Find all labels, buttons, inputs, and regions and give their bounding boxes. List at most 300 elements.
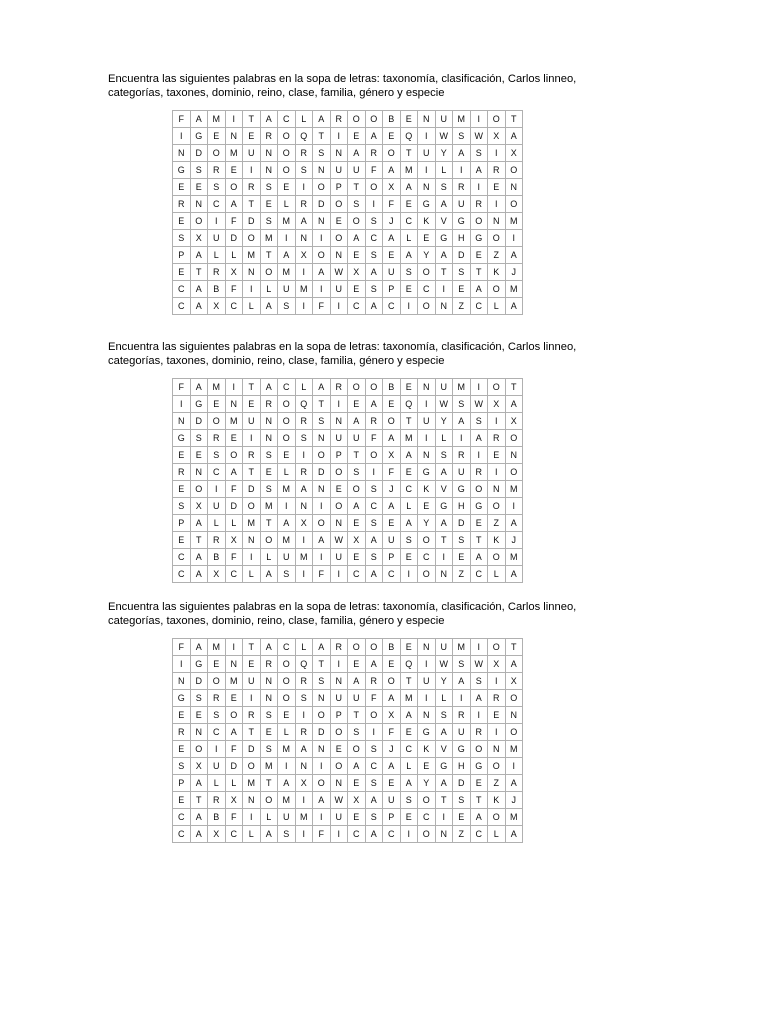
grid-cell: O [383,413,401,430]
grid-cell: S [453,264,471,281]
grid-cell: S [260,213,278,230]
grid-cell: S [400,264,418,281]
grid-cell: N [435,566,453,583]
grid-row [173,464,523,481]
grid-cell: X [208,298,226,315]
grid-row [173,298,523,315]
grid-cell: N [435,826,453,843]
grid-cell: I [243,809,261,826]
grid-cell: A [295,741,313,758]
word-search-grid [172,378,523,583]
grid-cell: K [418,481,436,498]
grid-cell: X [208,826,226,843]
grid-cell: O [488,379,506,396]
grid-cell: I [488,145,506,162]
grid-cell: B [383,639,401,656]
grid-cell: A [435,515,453,532]
grid-cell: C [225,826,243,843]
grid-cell: O [488,498,506,515]
grid-cell: O [505,162,523,179]
grid-cell: A [365,532,383,549]
grid-cell: L [243,298,261,315]
grid-cell: R [208,430,226,447]
grid-cell: A [383,498,401,515]
grid-cell: E [173,481,191,498]
grid-cell: J [505,792,523,809]
grid-cell: I [313,758,331,775]
grid-cell: R [260,396,278,413]
grid-cell: V [435,481,453,498]
grid-cell: Q [295,656,313,673]
grid-cell: L [435,690,453,707]
grid-cell: A [295,481,313,498]
grid-row [173,128,523,145]
grid-cell: N [243,532,261,549]
grid-cell: T [348,179,366,196]
grid-cell: E [400,724,418,741]
grid-cell: I [330,128,348,145]
grid-cell: E [470,247,488,264]
grid-cell: I [470,639,488,656]
grid-cell: A [400,179,418,196]
grid-cell: C [365,758,383,775]
grid-cell: O [470,481,488,498]
word-search-grid [172,638,523,843]
grid-cell: R [295,413,313,430]
grid-cell: X [190,498,208,515]
grid-cell: S [173,498,191,515]
grid-cell: B [208,281,226,298]
grid-cell: S [260,707,278,724]
grid-cell: A [505,826,523,843]
grid-cell: O [383,673,401,690]
grid-cell: S [173,758,191,775]
grid-cell: A [505,247,523,264]
grid-cell: E [190,179,208,196]
grid-cell: R [330,111,348,128]
grid-cell: R [488,430,506,447]
grid-cell: A [260,566,278,583]
grid-cell: R [453,707,471,724]
grid-cell: O [365,111,383,128]
grid-cell: A [505,566,523,583]
grid-cell: G [453,741,471,758]
grid-cell: O [208,673,226,690]
grid-cell: M [400,162,418,179]
grid-cell: U [418,413,436,430]
grid-row [173,213,523,230]
grid-cell: E [330,481,348,498]
grid-cell: N [190,196,208,213]
grid-cell: M [278,481,296,498]
grid-row [173,775,523,792]
grid-cell: F [173,639,191,656]
grid-cell: O [243,230,261,247]
grid-row [173,673,523,690]
grid-cell: U [330,430,348,447]
grid-cell: E [278,707,296,724]
grid-cell: N [295,758,313,775]
grid-cell: C [278,379,296,396]
grid-cell: T [348,447,366,464]
grid-cell: R [470,724,488,741]
grid-cell: E [348,281,366,298]
grid-cell: I [470,111,488,128]
grid-cell: U [330,549,348,566]
grid-cell: E [260,196,278,213]
grid-cell: E [330,741,348,758]
grid-cell: M [225,145,243,162]
grid-cell: C [400,213,418,230]
grid-cell: E [173,792,191,809]
grid-cell: O [278,145,296,162]
grid-cell: R [243,707,261,724]
grid-cell: U [330,690,348,707]
grid-cell: A [225,464,243,481]
grid-cell: I [470,179,488,196]
grid-cell: G [418,196,436,213]
grid-cell: B [383,111,401,128]
grid-cell: S [190,690,208,707]
grid-cell: I [330,826,348,843]
grid-cell: S [295,690,313,707]
grid-cell: O [505,430,523,447]
grid-cell: I [365,464,383,481]
grid-cell: T [313,656,331,673]
grid-row [173,247,523,264]
grid-cell: C [173,826,191,843]
grid-cell: O [383,145,401,162]
grid-cell: O [243,758,261,775]
grid-cell: U [383,264,401,281]
grid-cell: A [295,213,313,230]
grid-cell: A [313,532,331,549]
grid-cell: I [470,379,488,396]
grid-cell: F [383,464,401,481]
grid-cell: A [313,111,331,128]
grid-cell: E [260,724,278,741]
grid-cell: N [505,707,523,724]
grid-cell: D [313,196,331,213]
grid-cell: O [365,447,383,464]
grid-cell: N [418,447,436,464]
grid-cell: P [383,809,401,826]
grid-cell: N [225,128,243,145]
grid-cell: G [173,430,191,447]
grid-cell: A [400,447,418,464]
grid-cell: M [295,549,313,566]
grid-cell: S [260,447,278,464]
grid-cell: L [295,111,313,128]
grid-cell: J [383,481,401,498]
grid-cell: G [190,396,208,413]
grid-cell: E [190,707,208,724]
grid-cell: I [208,213,226,230]
grid-cell: N [295,498,313,515]
grid-cell: O [330,758,348,775]
grid-cell: A [313,639,331,656]
grid-cell: I [173,656,191,673]
grid-cell: I [330,396,348,413]
grid-cell: C [400,481,418,498]
grid-cell: N [330,247,348,264]
grid-cell: T [243,111,261,128]
grid-cell: M [260,230,278,247]
grid-cell: I [330,566,348,583]
grid-cell: M [453,639,471,656]
grid-cell: O [418,298,436,315]
grid-cell: M [453,379,471,396]
grid-cell: I [435,809,453,826]
grid-cell: R [173,196,191,213]
grid-cell: I [313,498,331,515]
grid-cell: L [208,515,226,532]
grid-cell: I [400,566,418,583]
instructions-line-1: Encuentra las siguientes palabras en la sopa de letras: taxonomía, clasificación, Carlos linneo, [108,601,577,613]
grid-cell: E [400,639,418,656]
grid-row [173,707,523,724]
grid-cell: Z [453,298,471,315]
grid-cell: N [260,690,278,707]
grid-cell: O [278,396,296,413]
grid-cell: A [313,264,331,281]
grid-row [173,379,523,396]
grid-cell: O [418,264,436,281]
grid-cell: X [295,775,313,792]
grid-cell: X [208,566,226,583]
grid-cell: R [470,464,488,481]
grid-cell: E [400,464,418,481]
grid-cell: N [225,656,243,673]
grid-cell: I [295,826,313,843]
grid-cell: C [173,809,191,826]
grid-row [173,758,523,775]
grid-cell: C [208,464,226,481]
grid-cell: O [488,230,506,247]
grid-cell: A [505,515,523,532]
grid-cell: R [208,792,226,809]
grid-cell: O [278,413,296,430]
grid-cell: M [278,264,296,281]
grid-cell: O [260,792,278,809]
grid-cell: O [208,145,226,162]
grid-cell: S [435,179,453,196]
grid-cell: E [418,498,436,515]
grid-cell: R [295,145,313,162]
grid-cell: O [278,690,296,707]
grid-cell: E [173,179,191,196]
grid-cell: E [453,809,471,826]
grid-cell: L [225,515,243,532]
grid-cell: O [418,566,436,583]
grid-cell: R [365,145,383,162]
grid-cell: A [383,690,401,707]
grid-cell: L [435,430,453,447]
grid-cell: Z [488,775,506,792]
grid-cell: A [365,264,383,281]
grid-cell: I [488,464,506,481]
grid-cell: R [295,673,313,690]
grid-cell: E [348,809,366,826]
grid-cell: I [295,447,313,464]
grid-cell: P [173,247,191,264]
grid-cell: J [505,264,523,281]
grid-cell: X [383,707,401,724]
grid-cell: A [190,826,208,843]
grid-cell: O [278,128,296,145]
grid-cell: X [488,396,506,413]
grid-cell: U [435,639,453,656]
grid-cell: S [295,162,313,179]
grid-cell: E [225,690,243,707]
grid-cell: S [260,481,278,498]
grid-cell: O [348,639,366,656]
grid-cell: F [313,826,331,843]
grid-cell: O [225,179,243,196]
grid-cell: V [435,741,453,758]
grid-cell: E [453,281,471,298]
grid-cell: I [295,179,313,196]
instructions-line-2: categorías, taxones, dominio, reino, clase, familia, género y especie [108,615,445,627]
grid-row [173,111,523,128]
grid-row [173,566,523,583]
grid-row [173,498,523,515]
grid-row [173,179,523,196]
grid-cell: A [453,673,471,690]
grid-cell: E [243,396,261,413]
grid-cell: L [260,549,278,566]
grid-cell: A [453,413,471,430]
grid-cell: M [260,498,278,515]
grid-cell: I [505,758,523,775]
grid-cell: E [453,549,471,566]
grid-cell: A [190,809,208,826]
grid-cell: I [435,549,453,566]
grid-cell: N [260,413,278,430]
grid-cell: D [190,413,208,430]
grid-cell: K [488,532,506,549]
grid-cell: F [225,281,243,298]
grid-cell: I [453,430,471,447]
grid-cell: R [208,690,226,707]
grid-cell: E [173,264,191,281]
grid-cell: F [383,724,401,741]
grid-cell: W [330,264,348,281]
grid-cell: A [400,707,418,724]
grid-cell: C [208,196,226,213]
grid-cell: E [348,775,366,792]
grid-cell: G [435,230,453,247]
grid-cell: E [173,532,191,549]
grid-cell: M [295,281,313,298]
grid-cell: S [365,549,383,566]
grid-cell: U [243,673,261,690]
grid-cell: N [313,162,331,179]
grid-cell: O [260,264,278,281]
grid-cell: C [383,566,401,583]
grid-cell: I [418,128,436,145]
grid-cell: N [173,413,191,430]
grid-cell: H [453,230,471,247]
grid-cell: A [225,196,243,213]
grid-cell: M [505,281,523,298]
grid-cell: O [278,673,296,690]
grid-cell: I [418,396,436,413]
grid-cell: S [190,430,208,447]
grid-cell: A [435,464,453,481]
grid-cell: M [243,515,261,532]
grid-cell: R [365,673,383,690]
grid-cell: O [225,707,243,724]
grid-cell: S [208,447,226,464]
grid-cell: S [313,413,331,430]
grid-cell: T [243,379,261,396]
grid-cell: N [313,430,331,447]
grid-cell: X [190,230,208,247]
grid-cell: N [330,413,348,430]
grid-cell: B [383,379,401,396]
grid-cell: D [243,213,261,230]
grid-cell: M [278,792,296,809]
grid-cell: O [313,247,331,264]
grid-cell: E [260,464,278,481]
grid-cell: X [295,515,313,532]
grid-cell: R [488,690,506,707]
grid-cell: E [243,128,261,145]
grid-cell: X [383,447,401,464]
grid-cell: D [453,515,471,532]
grid-cell: I [418,430,436,447]
grid-cell: E [348,515,366,532]
grid-cell: A [348,758,366,775]
grid-cell: Y [435,413,453,430]
grid-row [173,145,523,162]
grid-cell: E [278,179,296,196]
grid-cell: R [453,447,471,464]
grid-cell: O [365,639,383,656]
grid-cell: U [243,145,261,162]
grid-cell: U [418,673,436,690]
grid-cell: L [295,639,313,656]
grid-cell: S [400,792,418,809]
grid-cell: A [278,775,296,792]
grid-cell: B [208,549,226,566]
grid-cell: R [330,379,348,396]
grid-cell: A [453,145,471,162]
grid-cell: A [348,145,366,162]
grid-cell: A [470,162,488,179]
grid-cell: A [505,396,523,413]
grid-cell: X [190,758,208,775]
grid-cell: I [225,111,243,128]
grid-cell: K [418,741,436,758]
grid-cell: R [173,724,191,741]
grid-cell: M [505,741,523,758]
grid-cell: E [470,515,488,532]
grid-cell: P [383,281,401,298]
grid-cell: M [260,758,278,775]
grid-cell: I [295,264,313,281]
grid-cell: A [470,430,488,447]
grid-row [173,639,523,656]
grid-cell: E [173,741,191,758]
grid-cell: O [348,379,366,396]
grid-cell: A [435,247,453,264]
grid-cell: I [313,549,331,566]
grid-cell: A [400,775,418,792]
grid-cell: C [418,809,436,826]
grid-cell: M [400,690,418,707]
